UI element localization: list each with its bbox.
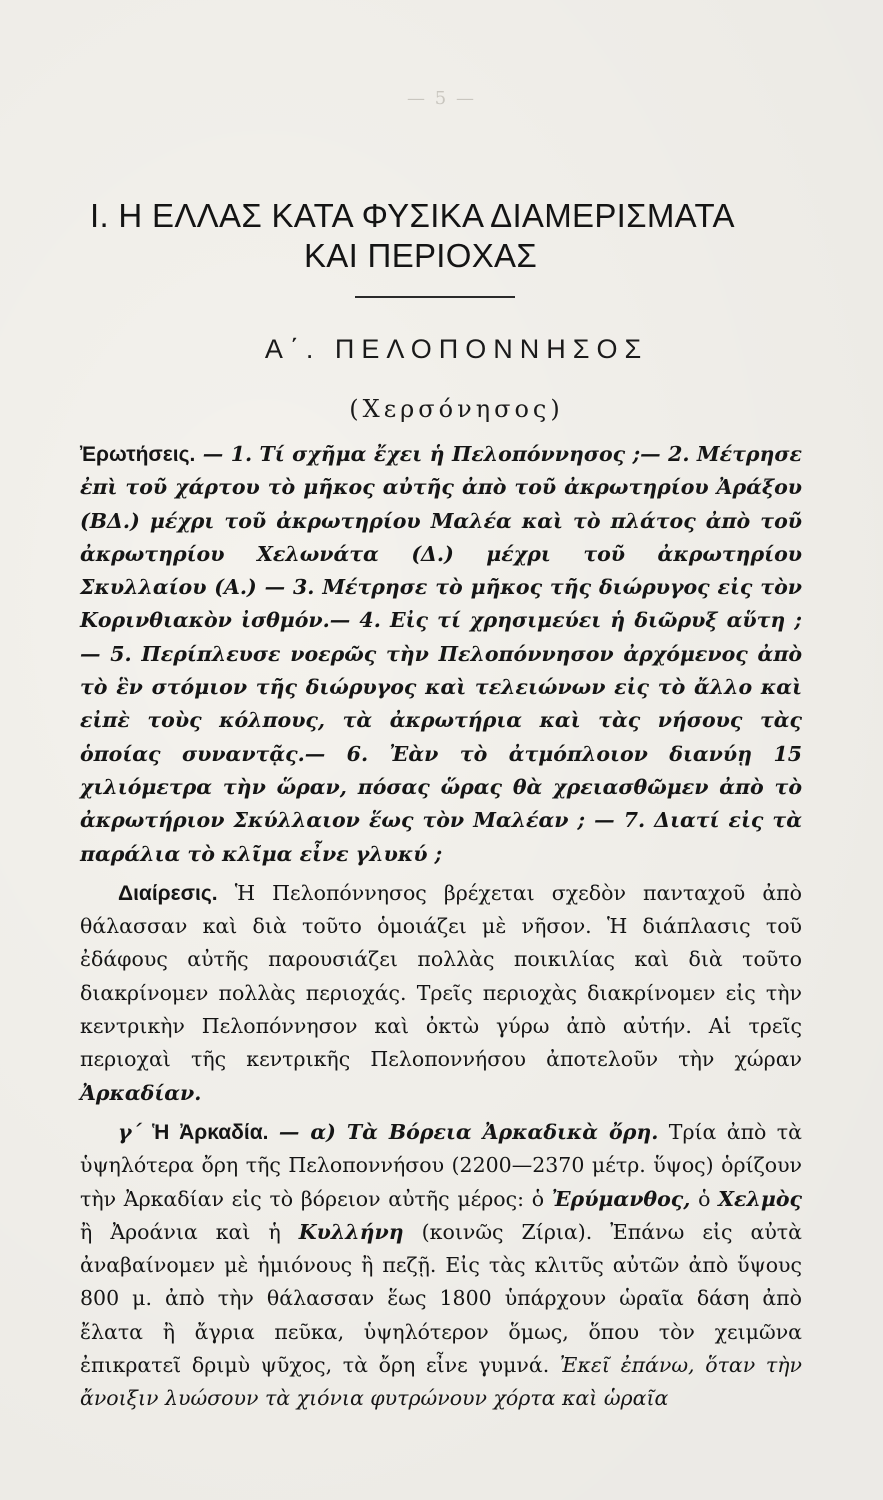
division-lead: Διαίρεσις. xyxy=(118,881,218,905)
questions-paragraph xyxy=(80,438,802,871)
division-emphasis: Ἀρκαδίαν. xyxy=(80,1080,202,1105)
arcadia-text-5: Ἐκεῖ ἐπάνω, ὅταν τὴν ἄνοιξιν λυώσουν τὰ χιόνια φυτρώνουν χόρτα καὶ ὡραῖα xyxy=(80,1353,802,1411)
page-number: — 5 — xyxy=(407,88,476,109)
section-title: Α΄. ΠΕΛΟΠΟΝΝΗΣΟΣ xyxy=(264,334,649,364)
section-subtitle: (Χερσόνησος) xyxy=(349,395,564,423)
arcadia-paragraph xyxy=(80,1116,802,1416)
arcadia-text-2: ὁ xyxy=(690,1186,719,1211)
arcadia-lead: Ἡ Ἀρκαδία. xyxy=(152,1120,269,1144)
arcadia-subhead: — α) Τὰ Βόρεια Ἀρκαδικὰ ὄρη. xyxy=(278,1119,659,1144)
questions-lead: Ἐρωτήσεις. xyxy=(80,443,196,466)
divider-rule xyxy=(355,296,515,298)
mount-erymanthos: Ἐρύμανθος, xyxy=(551,1186,691,1211)
arcadia-text-4: (κοινῶς Ζίρια). Ἐπάνω εἰς αὐτὰ ἀναβαίνομεν μὲ ἡμιόνους ἢ πεζῇ. Εἰς τὰς κλιτῦς αὐτῶν ἀπὸ ὕψους 800 μ. ἀπὸ τὴν θάλασσαν ἕως 1800 ὑπάρχουν ὡραῖα δάση ἀπὸ ἔλατα ἢ ἄγρια πεῦκα, ὑψηλότερον ὅμως, ὅπου τὸν χειμῶνα ἐπικρατεῖ δριμὺ ψῦχος, τὰ ὄρη εἶνε γυμνά. xyxy=(80,1219,802,1378)
questions-text: — 1. Τί σχῆμα ἔχει ἡ Πελοπόννησος ;— 2. Μέτρησε ἐπὶ τοῦ χάρτου τὸ μῆκος αὐτῆς ἀπὸ τοῦ ἀκρωτηρίου Ἀράξου (ΒΔ.) μέχρι τοῦ ἀκρωτηρίου Μαλέα καὶ τὸ πλάτος ἀπὸ τοῦ ἀκρωτηρίου Χελωνάτα (Δ.) μέχρι τοῦ ἀκρωτηρίου Σκυλλαίου (Α.) — 3. Μέτρησε τὸ μῆκος τῆς διώρυγος εἰς τὸν Κορινθιακὸν ἰσθμόν.— 4. Εἰς τί χρησιμεύει ἡ διῶρυξ αὕτη ;— 5. Περίπλευσε νοερῶς τὴν Πελοπόννησον ἀρχόμενος ἀπὸ τὸ ἓν στόμιον τῆς διώρυγος καὶ τελειώνων εἰς τὸ ἄλλο καὶ εἰπὲ τοὺς κόλπους, τὰ ἀκρωτήρια καὶ τὰς νήσους τὰς ὁποίας συναντᾷς.— 6. Ἐὰν τὸ ἀτμόπλοιον διανύῃ 15 χιλιόμετρα τὴν ὥραν, πόσας ὥρας θὰ χρειασθῶμεν ἀπὸ τὸ ἀκρωτήριον Σκύλλαιον ἕως τὸν Μαλέαν ; — 7. Διατί εἰς τὰ παράλια τὸ κλῖμα εἶνε γλυκύ ; xyxy=(80,442,802,866)
chapter-title xyxy=(90,196,810,276)
chapter-title-line2: ΚΑΙ ΠΕΡΙΟΧΑΣ xyxy=(304,237,538,274)
mount-kyllini: Κυλλήνη xyxy=(298,1219,404,1244)
arcadia-text-1: Τρία ἀπὸ τὰ ὑψηλότερα ὄρη τῆς Πελοποννήσου (2200—2370 μέτρ. ὕψος) ὁρίζουν τὴν Ἀρκαδίαν εἰς τὸ βόρειον αὐτῆς μέρος: ὁ xyxy=(80,1119,802,1211)
division-text: Ἡ Πελοπόννησος βρέχεται σχεδὸν πανταχοῦ ἀπὸ θάλασσαν καὶ διὰ τοῦτο ὁμοιάζει μὲ νῆσον. Ἡ διάπλασις τοῦ ἐδάφους αὐτῆς παρουσιάζει πολλὰς ποικιλίας καὶ διὰ τοῦτο διακρίνομεν πολλὰς περιοχάς. Τρεῖς περιοχὰς διακρίνομεν εἰς τὴν κεντρικὴν Πελοπόννησον καὶ ὀκτὼ γύρω ἀπὸ αὐτήν. Αἱ τρεῖς περιοχαὶ τῆς κεντρικῆς Πελοποννήσου ἀποτελοῦν τὴν χώραν xyxy=(80,880,802,1072)
arcadia-marker: γ΄ xyxy=(118,1119,142,1144)
mount-chelmos: Χελμὸς xyxy=(718,1186,803,1211)
chapter-title-line1: Ι. Η ΕΛΛΑΣ ΚΑΤΑ ΦΥΣΙΚΑ ΔΙΑΜΕΡΙΣΜΑΤΑ xyxy=(90,197,735,234)
arcadia-text-3: ἢ Ἀροάνια καὶ ἡ xyxy=(80,1219,299,1244)
division-paragraph xyxy=(80,877,802,1110)
body-text xyxy=(80,438,802,1416)
